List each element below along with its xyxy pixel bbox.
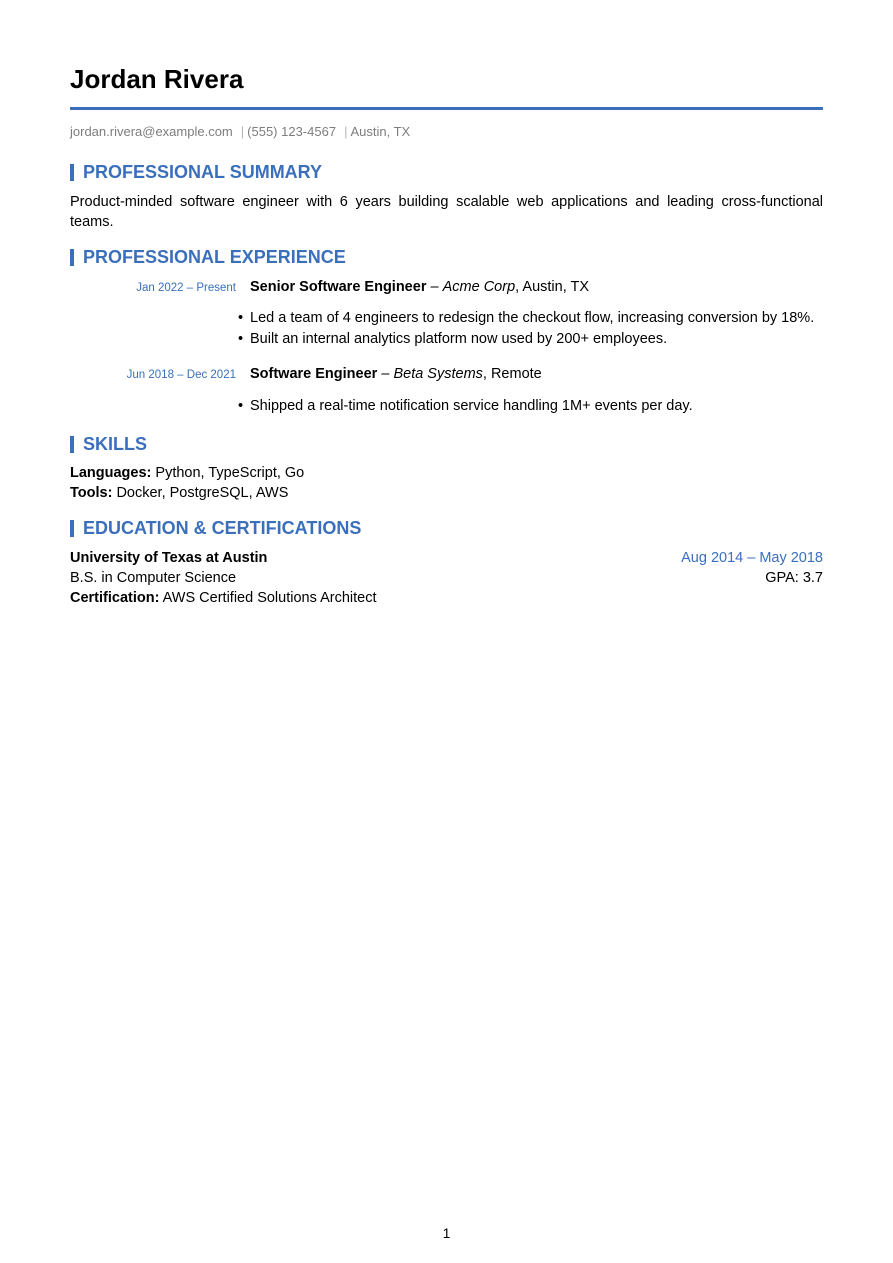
- header-rule: [70, 107, 823, 110]
- section-title: EDUCATION & CERTIFICATIONS: [83, 518, 362, 538]
- skills-languages: [70, 463, 304, 483]
- section-header-skills: [70, 433, 147, 455]
- bullet-dot: •: [238, 398, 244, 414]
- skills-languages-value: Python, TypeScript, Go: [155, 465, 305, 481]
- education-dates: Aug 2014 – May 2018: [681, 550, 823, 566]
- job-dash: –: [381, 366, 390, 382]
- contact-separator: |: [240, 124, 245, 139]
- contact-line: [70, 123, 410, 140]
- certification-label: Certification:: [70, 590, 160, 606]
- contact-phone: (555) 123-4567: [247, 124, 337, 139]
- bullet-dot: •: [238, 331, 244, 347]
- certification-value: AWS Certified Solutions Architect: [162, 590, 377, 606]
- section-header-education: [70, 517, 361, 539]
- education-gpa: GPA: 3.7: [765, 570, 823, 586]
- job-location: , Remote: [482, 366, 542, 382]
- contact-location: Austin, TX: [350, 124, 411, 139]
- job-bullet: [238, 308, 814, 328]
- section-header-experience: [70, 246, 346, 268]
- school-name: University of Texas at Austin: [70, 550, 268, 566]
- job-title: Software Engineer: [250, 366, 378, 382]
- skills-languages-label: Languages:: [70, 465, 152, 481]
- section-marker: [70, 436, 74, 453]
- summary-text: Product-minded software engineer with 6 years building scalable web applications and leading cross-functional teams.: [70, 194, 823, 230]
- job-bullet: [238, 329, 667, 349]
- section-title: PROFESSIONAL SUMMARY: [83, 162, 323, 182]
- job-company: Acme Corp: [442, 279, 516, 295]
- job-dates: Jun 2018 – Dec 2021: [126, 369, 236, 381]
- section-marker: [70, 164, 74, 181]
- section-header-summary: [70, 161, 322, 183]
- education-degree: B.S. in Computer Science: [70, 570, 237, 586]
- page-number: 1: [442, 1225, 451, 1241]
- education-school: [70, 548, 267, 568]
- contact-email[interactable]: jordan.rivera@example.com: [70, 124, 233, 139]
- job-location: , Austin, TX: [515, 279, 590, 295]
- contact-separator: |: [344, 124, 348, 139]
- skills-tools: [70, 483, 288, 503]
- job-company: Beta Systems: [393, 366, 483, 382]
- bullet-text: Shipped a real-time notification service handling 1M+ events per day.: [250, 398, 693, 414]
- job-bullet: [238, 396, 693, 416]
- job-heading: [250, 277, 589, 297]
- job-heading: [250, 364, 542, 384]
- job-title: Senior Software Engineer: [250, 279, 427, 295]
- candidate-name: Jordan Rivera: [70, 64, 244, 94]
- certification: [70, 588, 376, 608]
- bullet-text: Led a team of 4 engineers to redesign the checkout flow, increasing conversion by 18%.: [250, 310, 815, 326]
- skills-tools-value: Docker, PostgreSQL, AWS: [116, 485, 289, 501]
- section-marker: [70, 249, 74, 266]
- section-title: SKILLS: [83, 434, 148, 454]
- bullet-text: Built an internal analytics platform now used by 200+ employees.: [250, 331, 668, 347]
- job-dash: –: [430, 279, 439, 295]
- job-dates: Jan 2022 – Present: [136, 282, 236, 294]
- skills-tools-label: Tools:: [70, 485, 113, 501]
- section-marker: [70, 520, 74, 537]
- section-title: PROFESSIONAL EXPERIENCE: [83, 247, 346, 267]
- bullet-dot: •: [238, 310, 244, 326]
